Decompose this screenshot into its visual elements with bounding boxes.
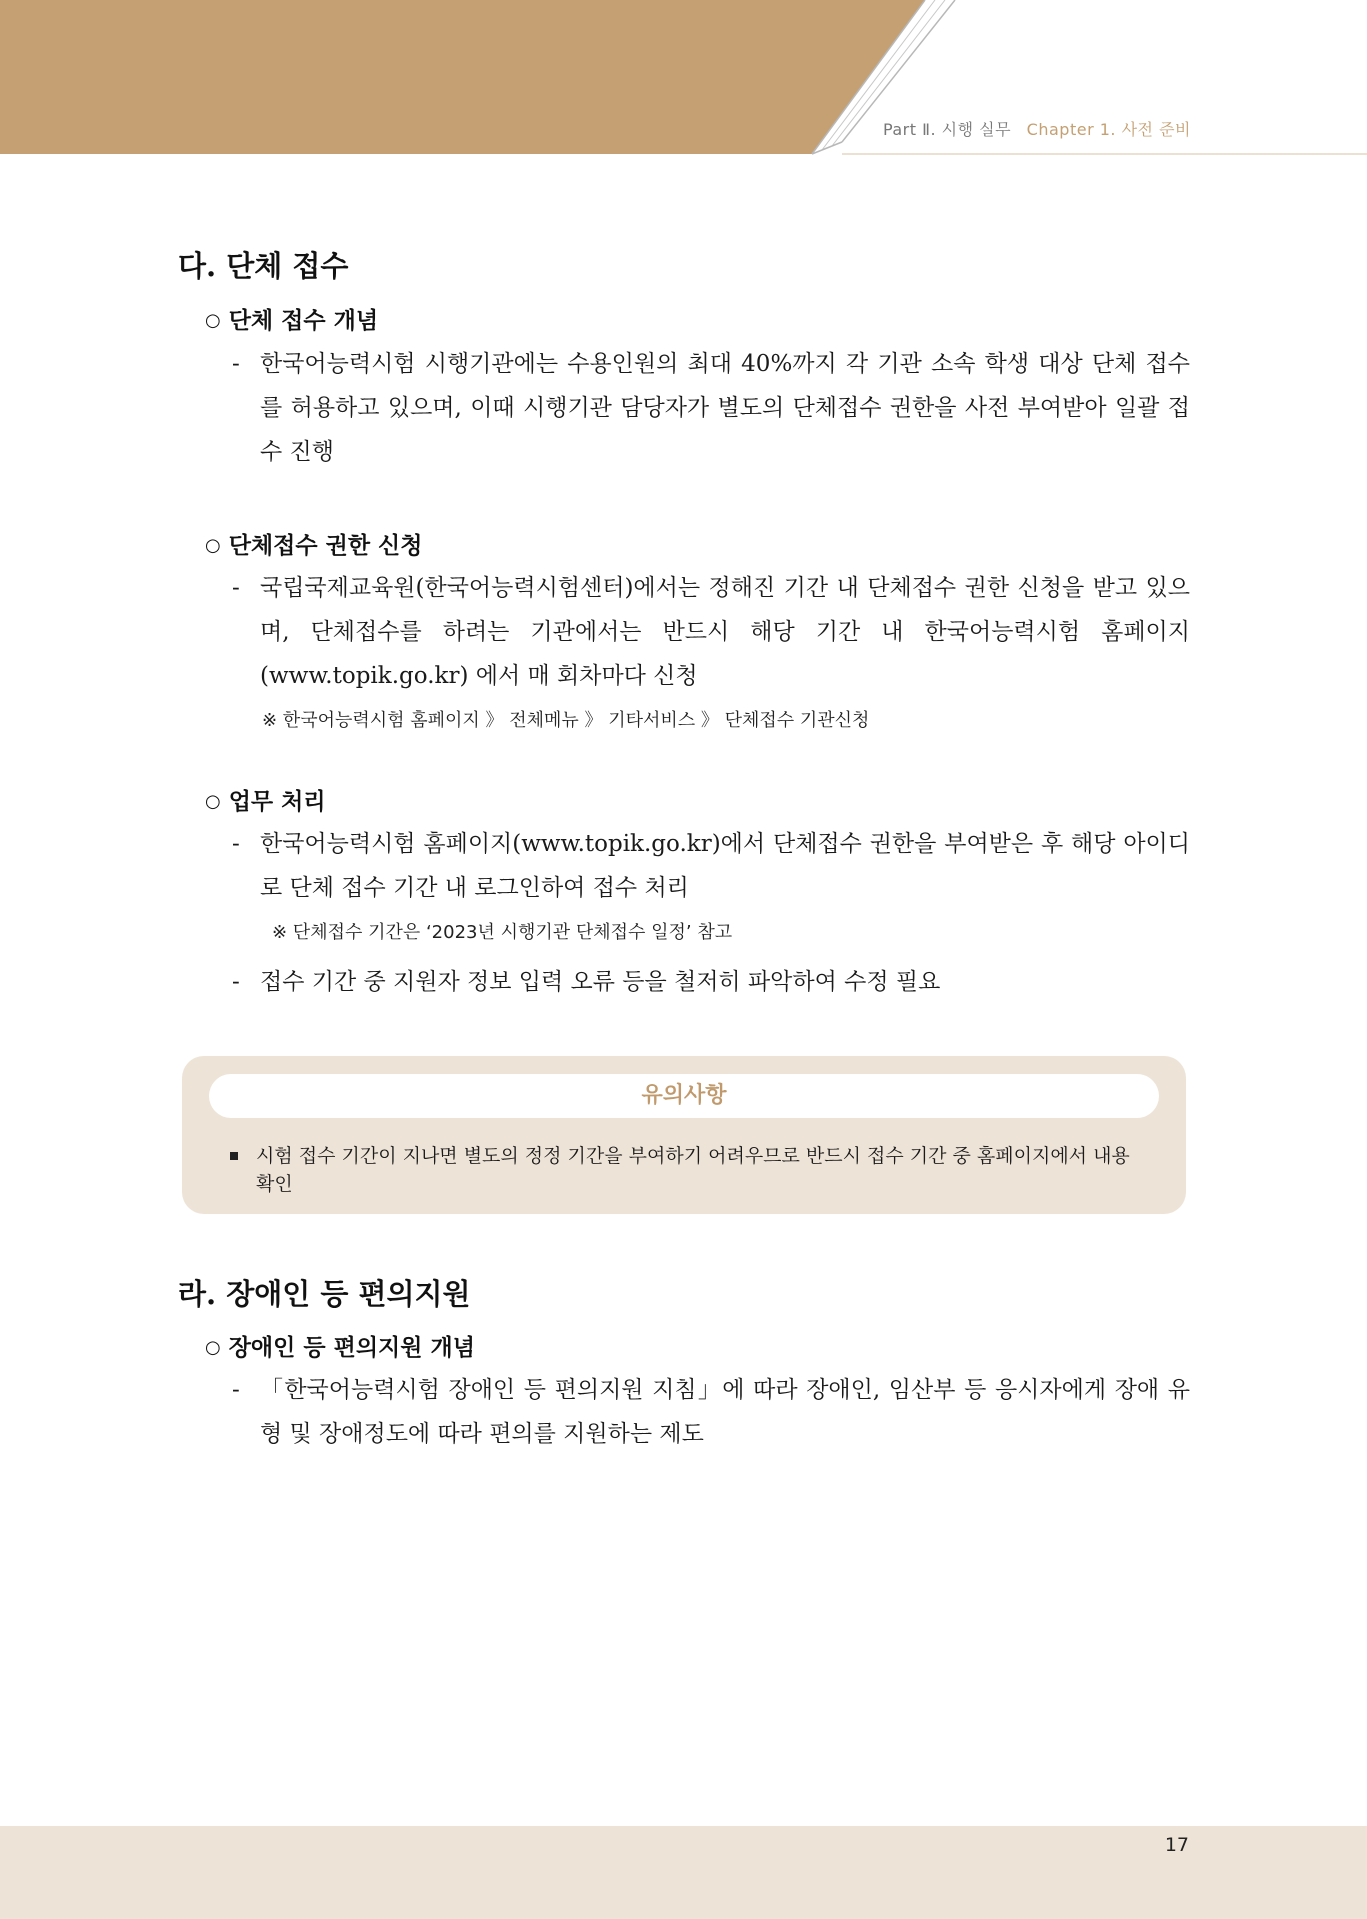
- running-header: [883, 117, 1191, 140]
- dash-bullet: -: [232, 351, 240, 377]
- subsection-title-text: 장애인 등 편의지원 개념: [228, 1334, 475, 1361]
- circle-bullet-icon: ○: [205, 310, 221, 331]
- circle-bullet-icon: ○: [205, 535, 221, 556]
- section-title-accommodation: 라. 장애인 등 편의지원: [178, 1277, 471, 1311]
- subsection-title-text: 단체 접수 개념: [228, 307, 379, 334]
- list-item: [232, 822, 1190, 910]
- notice-box: [182, 1056, 1186, 1214]
- list-item-text: 한국어능력시험 홈페이지(www.topik.go.kr)에서 단체접수 권한을 부여받은 후 해당 아이디로 단체 접수 기간 내 로그인하여 접수 처리: [260, 831, 1190, 901]
- list-item: [232, 566, 1190, 698]
- page-number: 17: [1164, 1834, 1189, 1856]
- dash-bullet: -: [232, 969, 240, 995]
- notice-item-text: 시험 접수 기간이 지나면 별도의 정정 기간을 부여하기 어려우므로 반드시 접수 기간 중 홈페이지에서 내용 확인: [256, 1145, 1130, 1195]
- reference-note-menu-path: ※ 한국어능력시험 홈페이지 》 전체메뉴 》 기타서비스 》 단체접수 기관신청: [262, 710, 870, 731]
- subsection-title-text: 단체접수 권한 신청: [228, 532, 423, 559]
- circle-bullet-icon: ○: [205, 791, 221, 812]
- list-item-text: 「한국어능력시험 장애인 등 편의지원 지침」에 따라 장애인, 임산부 등 응시자에게 장애 유형 및 장애정도에 따라 편의를 지원하는 제도: [260, 1377, 1190, 1447]
- list-item: [232, 342, 1190, 474]
- subsection-title-concept: [205, 302, 378, 335]
- subsection-title-processing: [205, 783, 326, 816]
- list-item-text: 한국어능력시험 시행기관에는 수용인원의 최대 40%까지 각 기관 소속 학생 대상 단체 접수를 허용하고 있으며, 이때 시행기관 담당자가 별도의 단체접수 권한을 사전 부여받아 일괄 접수 진행: [260, 351, 1190, 465]
- header-part: Part Ⅱ. 시행 실무: [882, 120, 1012, 139]
- list-item: [232, 960, 1190, 1004]
- circle-bullet-icon: ○: [205, 1337, 221, 1358]
- subsection-title-text: 업무 처리: [228, 788, 326, 815]
- list-item: [232, 1368, 1190, 1456]
- reference-note-schedule: ※ 단체접수 기간은 ‘2023년 시행기관 단체접수 일정’ 참고: [272, 922, 733, 943]
- header-chapter: Chapter 1. 사전 준비: [1026, 120, 1191, 139]
- dash-bullet: -: [232, 575, 240, 601]
- square-bullet-icon: [230, 1152, 238, 1160]
- notice-title: 유의사항: [209, 1074, 1159, 1118]
- dash-bullet: -: [232, 831, 240, 857]
- list-item-text: 접수 기간 중 지원자 정보 입력 오류 등을 철저히 파악하여 수정 필요: [260, 969, 941, 995]
- list-item-text: 국립국제교육원(한국어능력시험센터)에서는 정해진 기간 내 단체접수 권한 신청을 받고 있으며, 단체접수를 하려는 기관에서는 반드시 해당 기간 내 한국어능력시험 홈페이지(www.topik.go.kr) 에서 매 회차마다 신청: [260, 575, 1190, 689]
- notice-item: [230, 1142, 1150, 1198]
- subsection-title-application: [205, 527, 422, 560]
- subsection-title-accommodation-concept: [205, 1329, 475, 1362]
- footer-band: [0, 1826, 1367, 1919]
- header-brown-shape: [0, 0, 925, 154]
- section-title-group-registration: 다. 단체 접수: [178, 249, 349, 283]
- dash-bullet: -: [232, 1377, 240, 1403]
